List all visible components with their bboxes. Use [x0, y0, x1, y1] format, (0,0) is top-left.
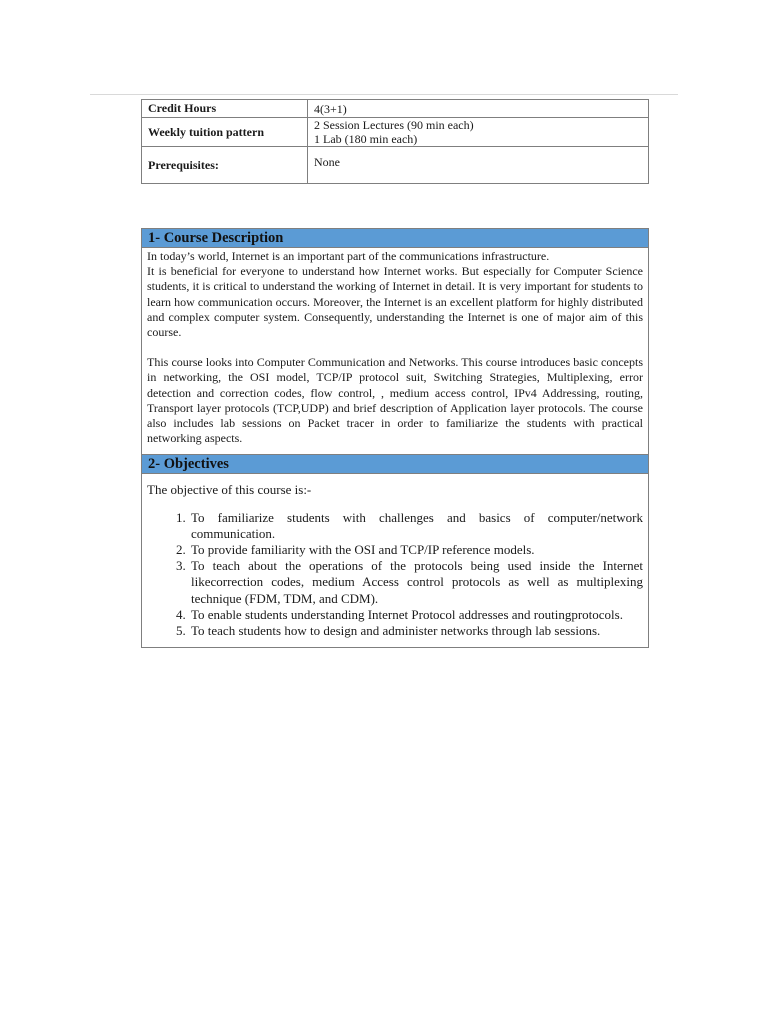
- objective-item-5: 5. To teach students how to design and administer networks through lab sessions.: [189, 623, 643, 639]
- table-row-credit-hours: [142, 100, 649, 118]
- objectives-intro: The objective of this course is:-: [147, 482, 312, 498]
- credit-hours-value: [308, 100, 649, 118]
- prerequisites-value-text: None: [314, 155, 340, 169]
- course-outline-box: [141, 228, 649, 648]
- weekly-tuition-value: [308, 118, 649, 147]
- weekly-tuition-line-2: 1 Lab (180 min each): [314, 132, 418, 146]
- course-description-header: 1- Course Description: [142, 229, 648, 248]
- table-row-prerequisites: [142, 147, 649, 184]
- description-paragraph-3: This course looks into Computer Communication and Networks. This course introduces basic concepts in networking, the OSI model, TCP/IP protocol suit, Switching Strategies, Multiplexing, error detection and correction codes, flow control, , medium access control, IPv4 Addressing, routing, Transport layer protocols (TCP,UDP) and brief description of Application layer protocols. The course also includes lab sessions on Packet tracer in order to familiarize the students with practical networking aspects.: [147, 355, 643, 446]
- objective-item-4: 4. To enable students understanding Internet Protocol addresses and routingprotocols.: [189, 607, 643, 623]
- objective-item-3: 3. To teach about the operations of the protocols being used inside the Internet likecorrection codes, medium Access control protocols as well as multiplexing technique (FDM, TDM, and CDM).: [189, 558, 643, 607]
- objectives-list: [147, 510, 643, 640]
- prerequisites-label: Prerequisites:: [142, 147, 308, 184]
- page-header-rule: [90, 94, 678, 95]
- credit-hours-label: Credit Hours: [142, 100, 308, 118]
- description-paragraph-1: In today’s world, Internet is an important part of the communications infrastructure.: [147, 249, 550, 263]
- objectives-body: [142, 474, 648, 647]
- weekly-tuition-label: Weekly tuition pattern: [142, 118, 308, 147]
- description-paragraph-2: It is beneficial for everyone to understand how Internet works. But especially for Computer Science students, it is critical to understand the working of Internet in detail. It is very important for students to learn how communication occurs. Moreover, the Internet is an excellent platform for highly distributed and complex computer system. Consequently, understanding the Internet is one of major aim of this course.: [147, 264, 643, 340]
- objective-item-2: 2. To provide familiarity with the OSI and TCP/IP reference models.: [189, 542, 643, 558]
- objective-item-1: 1. To familiarize students with challenges and basics of computer/network communication.: [189, 510, 643, 542]
- weekly-tuition-line-1: 2 Session Lectures (90 min each): [314, 118, 474, 132]
- credit-hours-value-text: 4(3+1): [314, 101, 347, 116]
- course-description-body: [142, 248, 648, 454]
- table-row-weekly-tuition: [142, 118, 649, 147]
- objectives-header: 2- Objectives: [142, 454, 648, 474]
- course-info-table: [141, 99, 649, 184]
- prerequisites-value: [308, 147, 649, 184]
